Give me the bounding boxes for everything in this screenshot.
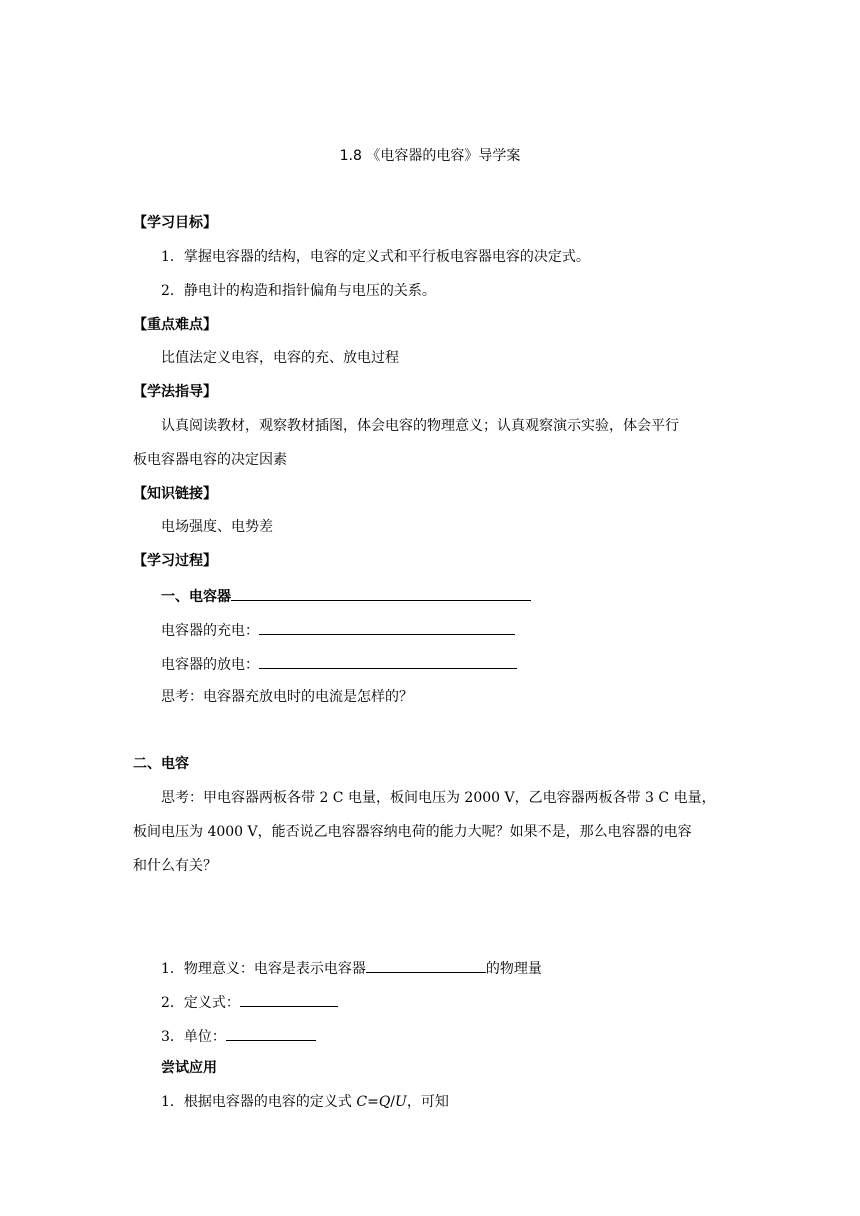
definition-line [161,991,338,1013]
discharging-blank[interactable] [259,653,517,669]
key-points-heading: 【重点难点】 [133,317,217,333]
part2-think-line3: 和什么有关？ [133,858,217,874]
meaning-suffix: 的物理量 [485,961,542,977]
objective-item-2: 2．静电计的构造和指针偏角与电压的关系。 [161,283,436,299]
unit-blank[interactable] [226,1025,316,1041]
objectives-heading: 【学习目标】 [133,215,217,231]
links-heading: 【知识链接】 [133,486,217,502]
formula-slash: / [390,1094,396,1110]
formula-q: Q [378,1094,391,1110]
links-text: 电场强度、电势差 [161,519,273,535]
formula-u: U [395,1094,407,1110]
practice-item-1-suffix: ，可知 [406,1094,449,1110]
practice-item-1-prefix: 1．根据电容器的电容的定义式 [161,1094,357,1110]
discharging-line [161,653,517,675]
method-text-line2: 板电容器电容的决定因素 [133,452,287,468]
method-heading: 【学法指导】 [133,384,217,400]
capacitor-section-label: 一、电容器 [161,589,231,605]
definition-blank[interactable] [240,991,338,1007]
capacitor-blank[interactable] [231,585,531,601]
method-text-line1: 认真阅读教材，观察教材插图，体会电容的物理意义；认真观察演示实验，体会平行 [161,418,679,434]
formula-equals: = [367,1094,379,1110]
charging-line [161,619,515,641]
part2-think-line2: 板间电压为 4000 V，能否说乙电容器容纳电荷的能力大呢？如果不是，那么电容器的电容 [133,824,692,840]
unit-line [161,1025,316,1047]
charging-label: 电容器的充电： [161,623,259,639]
process-heading: 【学习过程】 [133,553,217,569]
meaning-line [161,957,542,979]
definition-label: 2．定义式： [161,995,240,1011]
page-title: 1.8 《电容器的电容》导学案 [339,148,521,164]
unit-label: 3．单位： [161,1029,226,1045]
practice-item-1 [161,1092,449,1112]
practice-heading: 尝试应用 [161,1060,217,1076]
capacitance-section-label: 二、电容 [133,756,189,772]
discharging-label: 电容器的放电： [161,657,259,673]
part2-think-line1: 思考：甲电容器两板各带 2 C 电量，板间电压为 2000 V，乙电容器两板各带 3 C 电量， [161,790,716,806]
capacitor-section-line [161,585,531,607]
formula-c: C [356,1094,368,1110]
objective-item-1: 1．掌握电容器的结构，电容的定义式和平行板电容器电容的决定式。 [161,249,590,265]
charging-blank[interactable] [259,619,515,635]
key-points-text: 比值法定义电容，电容的充、放电过程 [161,350,399,366]
meaning-prefix: 1．物理意义：电容是表示电容器 [161,961,366,977]
part1-think: 思考：电容器充放电时的电流是怎样的？ [161,689,413,705]
meaning-blank[interactable] [366,957,486,973]
